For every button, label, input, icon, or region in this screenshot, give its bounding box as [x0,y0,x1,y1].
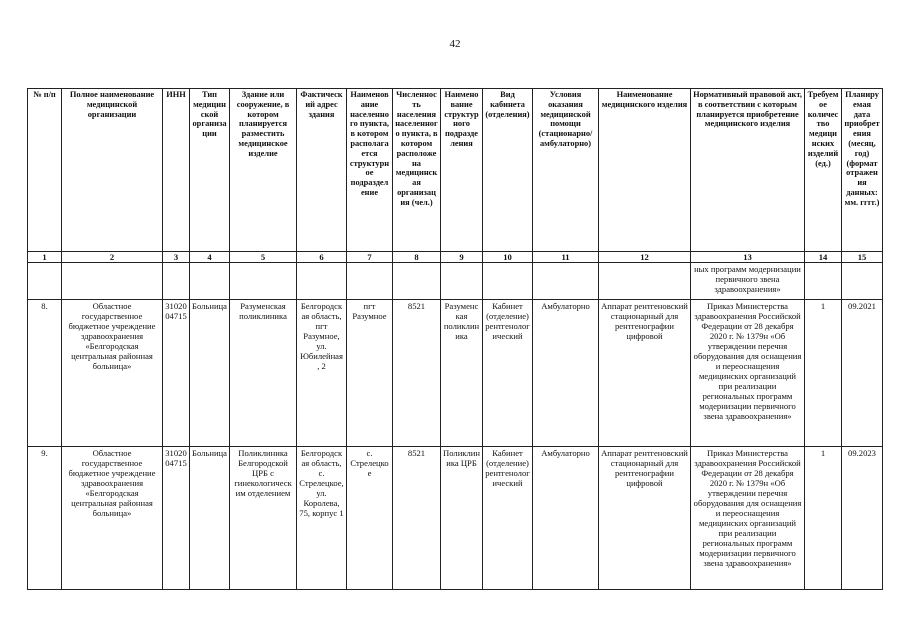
column-number: 13 [691,252,805,263]
planned-date: 09.2023 [842,447,883,590]
building: Поликлиника Белгородской ЦРБ с гинекологическим отделением [230,447,297,590]
table-row [28,300,883,447]
header-cell: Требуемое количество медицинских изделий (ед.) [805,89,842,252]
planned-date: 09.2021 [842,300,883,447]
column-number: 5 [230,252,297,263]
organization-name: Областное государственное бюджетное учреждение здравоохранения «Белгородская центральная районная больница» [62,447,163,590]
header-cell: № п/п [28,89,62,252]
legal-act: Приказ Министерства здравоохранения Российской Федерации от 28 декабря 2020 г. № 1379н «Об утверждении перечня оборудования для оснащения и переоснащения медицинских организаций при реализации региональных программ модернизации первичного звена здравоохранения» [691,447,805,590]
care-conditions: Амбулаторно [533,300,599,447]
organization-name: Областное государственное бюджетное учреждение здравоохранения «Белгородская центральная районная больница» [62,300,163,447]
inn: 3102004715 [163,447,190,590]
column-number: 1 [28,252,62,263]
settlement: пгт Разумное [347,300,393,447]
organization-type: Больница [190,447,230,590]
quantity: 1 [805,300,842,447]
header-cell: Полное наименование медицинской организации [62,89,163,252]
device-name: Аппарат рентгеновский стационарный для рентгенографии цифровой [599,300,691,447]
cabinet-type: Кабинет (отделение) рентгенологический [483,447,533,590]
column-number: 6 [297,252,347,263]
address: Белгородская область, пгт Разумное, ул. Юбилейная, 2 [297,300,347,447]
table-row [28,447,883,590]
column-number: 8 [393,252,441,263]
header-cell: Тип медицинской организации [190,89,230,252]
page-number: 42 [449,38,461,50]
column-number: 15 [842,252,883,263]
quantity: 1 [805,447,842,590]
row-number: 9. [28,447,62,590]
column-number-row [28,252,883,263]
care-conditions: Амбулаторно [533,447,599,590]
column-number: 2 [62,252,163,263]
header-cell: Наименование населенного пункта, в котором располагается структурное подразделение [347,89,393,252]
column-number: 14 [805,252,842,263]
header-cell: Наименование структурного подразделения [441,89,483,252]
header-cell: Фактический адрес здания [297,89,347,252]
column-number: 12 [599,252,691,263]
legal-act: Приказ Министерства здравоохранения Российской Федерации от 28 декабря 2020 г. № 1379н «Об утверждении перечня оборудования для оснащения и переоснащения медицинских организаций при реализации региональных программ модернизации первичного звена здравоохранения» [691,300,805,447]
building: Разуменская поликлиника [230,300,297,447]
header-row [28,89,883,252]
header-cell: Условия оказания медицинской помощи (стационарно/амбулаторно) [533,89,599,252]
inn: 3102004715 [163,300,190,447]
header-cell: Нормативный правовой акт, в соответствии с которым планируется приобретение медицинского изделия [691,89,805,252]
header-cell: Численность населения населенного пункта, в котором расположена медицинская организация (чел.) [393,89,441,252]
equipment-table [27,88,883,590]
settlement: с. Стрелецкое [347,447,393,590]
row-number: 8. [28,300,62,447]
header-cell: ИНН [163,89,190,252]
address: Белгородская область, с. Стрелецкое, ул. Королева, 75, корпус 1 [297,447,347,590]
column-number: 3 [163,252,190,263]
cabinet-type: Кабинет (отделение) рентгенологический [483,300,533,447]
header-cell: Наименование медицинского изделия [599,89,691,252]
header-cell: Здание или сооружение, в котором планируется разместить медицинское изделие [230,89,297,252]
population: 8521 [393,300,441,447]
column-number: 9 [441,252,483,263]
column-number: 7 [347,252,393,263]
column-number: 10 [483,252,533,263]
continuation-row [28,263,883,300]
structural-unit: Разуменская поликлиника [441,300,483,447]
column-number: 11 [533,252,599,263]
header-cell: Вид кабинета (отделения) [483,89,533,252]
population: 8521 [393,447,441,590]
column-number: 4 [190,252,230,263]
organization-type: Больница [190,300,230,447]
structural-unit: Поликлиника ЦРБ [441,447,483,590]
device-name: Аппарат рентгеновский стационарный для рентгенографии цифровой [599,447,691,590]
continuation-text: ных программ модернизации первичного звена здравоохранения» [691,263,805,300]
header-cell: Планируемая дата приобретения (месяц, год) (формат отражения данных: мм. гггг.) [842,89,883,252]
